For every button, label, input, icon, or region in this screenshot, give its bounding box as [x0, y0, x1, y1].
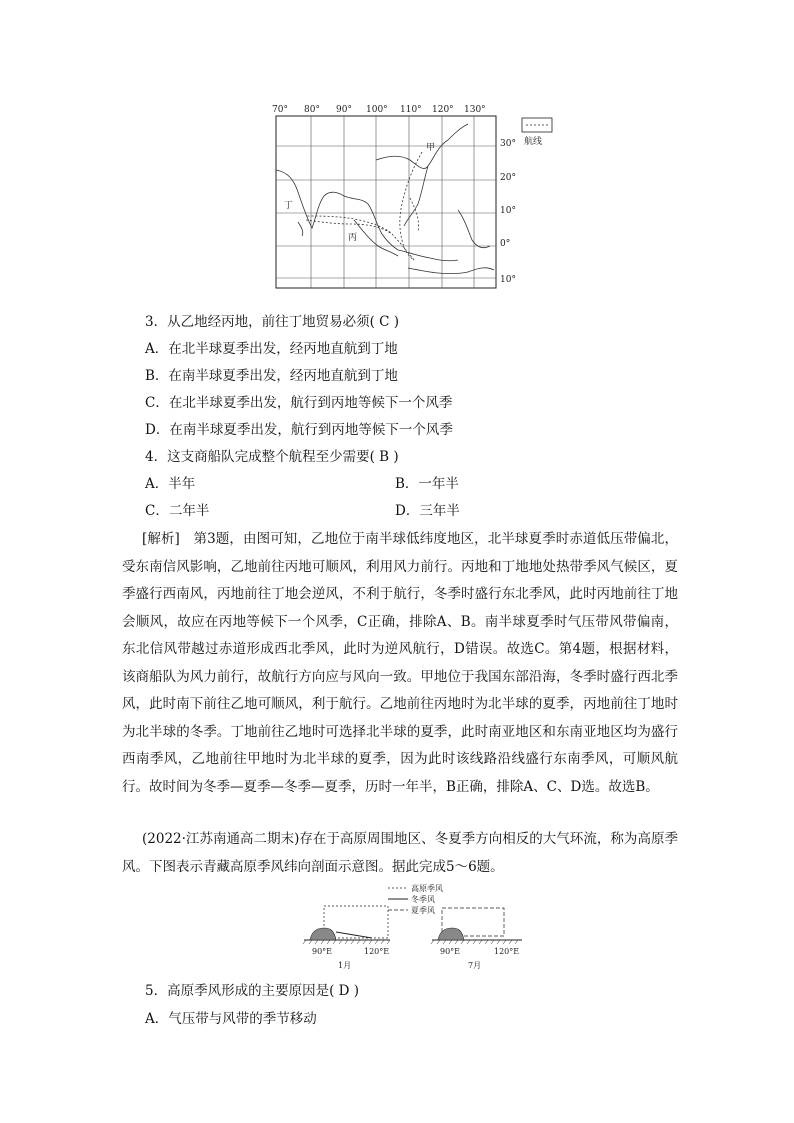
lon-label-110: 110°	[400, 105, 422, 115]
q3-stem: 3．从乙地经丙地，前往丁地贸易必须( C )	[145, 314, 400, 330]
analysis-text: [解析] 第3题，由图可知，乙地位于南半球低纬度地区，北半球夏季时赤道低压带偏北，受东南信风影响，乙地前往丙地可顺风，利用风力前行。丙地和丁地地处热带季风气候区，夏季盛行西南风，丙地前往丁地会逆风，不利于航行，冬季时盛行东北季风，此时丙地前往丁地会顺风，故应在丙地等候下一个风季，C正确，排除A、B。南半球夏季时气压带风带偏南，东北信风带越过赤道形成西北季风，此时为逆风航行，D错误。故选C。第4题，根据材料，该商船队为风力前行，故航行方向应与风向一致。甲地位于我国东部沿海，冬季时盛行西北季风，此时南下前往乙地可顺风，利于航行。乙地前往丙地时为北半球的夏季，丙地前往丁地时为北半球的冬季。丁地前往乙地时可选择北半球的夏季，此时南亚地区和东南亚地区均为盛行西南季风，乙地前往甲地时为北半球的夏季，因为此时该线路沿线盛行东南季风，可顺风航行。故时间为冬季—夏季—冬季—夏季，历时一年半，B正确，排除A、C、D选。故选B。	[122, 531, 678, 795]
q4-option-c: C．二年半	[145, 503, 210, 519]
legend-summer-label: 夏季风	[411, 906, 435, 915]
legend-winter-label: 冬季风	[411, 895, 435, 904]
route-map	[258, 100, 558, 290]
q3-option-a: A．在北半球夏季出发，经丙地直航到丁地	[145, 341, 398, 357]
lat-label-0: 0°	[500, 239, 511, 249]
map-grid	[276, 116, 496, 288]
jan-caption: 1月	[338, 961, 352, 970]
jan-tick-120e: 120°E	[364, 947, 390, 956]
jan-plateau	[310, 928, 336, 940]
q5-option-a: A．气压带与风带的季节移动	[145, 1011, 317, 1027]
q3-option-b: B．在南半球夏季出发，经丙地直航到丁地	[145, 368, 398, 384]
q3-option-d: D．在南半球夏季出发，航行到丙地等候下一个风季	[145, 422, 453, 438]
lon-label-80: 80°	[304, 105, 320, 115]
map-frame	[276, 116, 496, 288]
q4-option-b: B．一年半	[395, 476, 459, 492]
jan-tick-90e: 90°E	[312, 947, 333, 956]
lon-label-120: 120°	[432, 105, 454, 115]
lon-label-100: 100°	[366, 105, 388, 115]
intro-paragraph	[122, 826, 678, 881]
jul-ground-hatch	[431, 940, 518, 944]
q4-stem: 4．这支商船队完成整个航程至少需要( B )	[145, 449, 399, 465]
lat-label-20: 20°	[500, 173, 516, 183]
analysis-paragraph	[122, 526, 678, 801]
plateau-monsoon-diagram	[290, 882, 530, 974]
route-map-svg	[258, 100, 558, 290]
intro-text: (2022·江苏南通高二期末)存在于高原周围地区、冬夏季方向相反的大气环流，称为高原季风。下图表示青藏高原季风纬向剖面示意图。据此完成5～6题。	[122, 831, 678, 875]
q4-option-d: D．三年半	[395, 503, 460, 519]
lat-label-10n: 10°	[500, 206, 516, 216]
coastlines	[276, 124, 494, 274]
q3-option-c: C．在北半球夏季出发，航行到丙地等候下一个风季	[145, 395, 453, 411]
jul-tick-120e: 120°E	[494, 947, 520, 956]
legend-plateau-label: 高原季风	[411, 884, 443, 893]
plateau-monsoon-svg	[290, 882, 530, 974]
lat-label-10s: 10°	[500, 275, 516, 285]
lon-label-70: 70°	[272, 105, 288, 115]
jan-winter-wind	[336, 932, 372, 938]
jan-ground-hatch	[303, 940, 390, 944]
lon-label-130: 130°	[464, 105, 486, 115]
jul-tick-90e: 90°E	[440, 947, 461, 956]
lon-label-90: 90°	[336, 105, 352, 115]
q4-option-a: A．半年	[145, 476, 196, 492]
lat-label-30: 30°	[500, 139, 516, 149]
q5-stem: 5．高原季风形成的主要原因是( D )	[145, 983, 360, 999]
place-ding: 丁	[284, 201, 294, 211]
jul-caption: 7月	[468, 961, 482, 970]
place-bing: 丙	[348, 233, 358, 243]
place-jia: 甲	[426, 143, 436, 153]
route-lines	[306, 152, 422, 260]
legend-label: 航线	[524, 137, 543, 147]
